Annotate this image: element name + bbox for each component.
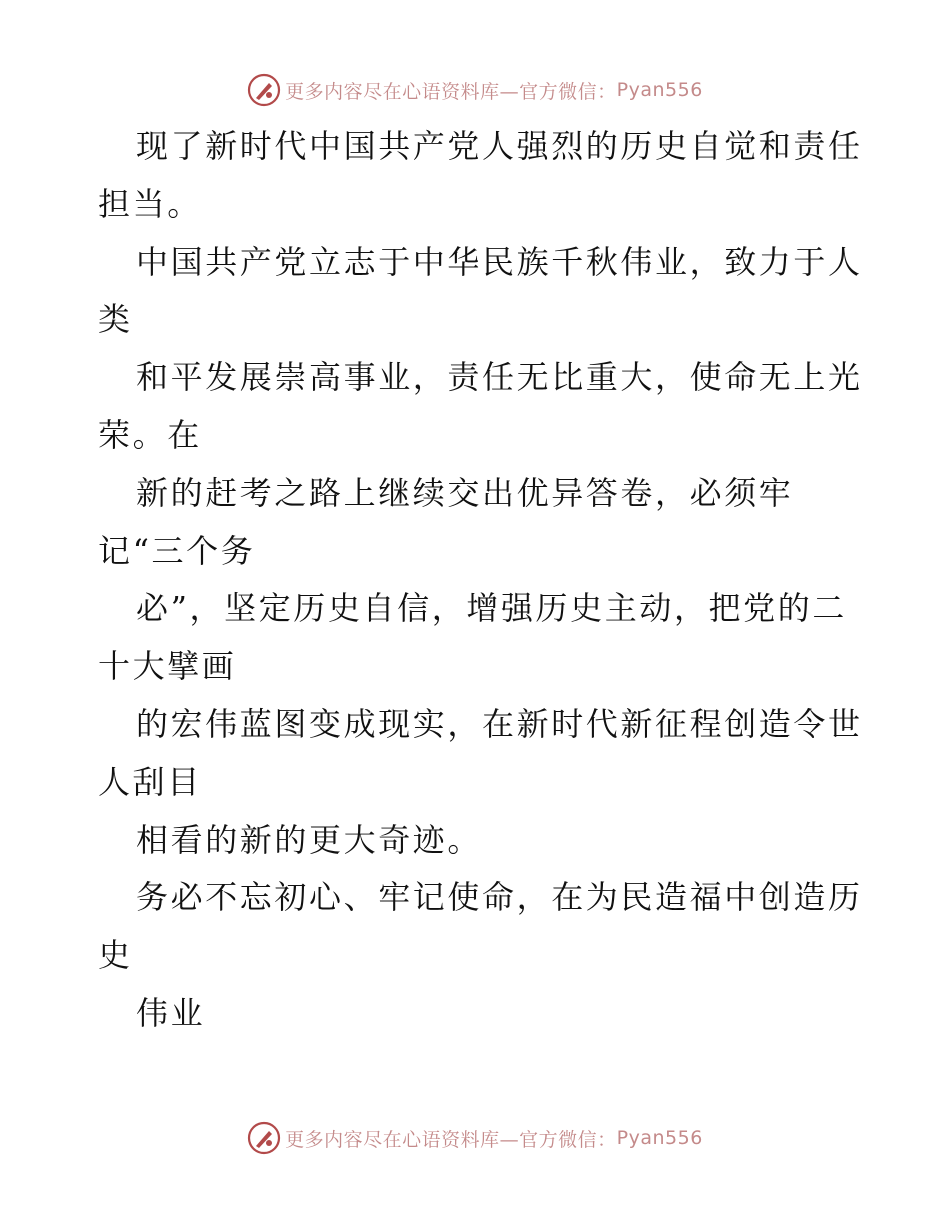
banner-wechat-id: Pyan556 [616,1127,703,1149]
text-line: 史 [98,936,133,975]
text-line: 中国共产党立志于中华民族千秋伟业，致力于人 [136,242,863,281]
text-line: 的宏伟蓝图变成现实，在新时代新征程创造令世 [136,704,863,743]
footer-banner [0,1118,950,1158]
text-line: 相看的新的更大奇迹。 [136,820,483,859]
pen-nib-seal-icon [247,73,281,107]
banner-text: 更多内容尽在心语资料库—官方微信： [285,80,617,103]
text-line: 和平发展崇高事业，责任无比重大，使命无上光 [136,358,863,397]
pen-nib-seal-icon [247,1121,281,1155]
text-line: 荣。在 [98,415,202,454]
header-banner [0,70,950,110]
banner-text: 更多内容尽在心语资料库—官方微信： [285,1128,617,1151]
text-line: 现了新时代中国共产党人强烈的历史自觉和责任 [136,127,863,165]
text-line: 十大擘画 [98,647,237,686]
text-line: 伟业 [136,993,206,1032]
text-line: 务必不忘初心、牢记使命，在为民造福中创造历 [136,878,863,917]
text-line: 新的赶考之路上继续交出优异答卷，必须牢 [136,473,794,512]
text-line: 担当。 [98,184,202,223]
banner-wechat-id: Pyan556 [616,79,703,101]
text-line: 人刮目 [98,762,202,801]
text-line: 类 [98,300,133,339]
text-line: 记“三个务 [98,531,256,570]
document-body [98,118,863,1043]
text-line: 必”，坚定历史自信，增强历史主动，把党的二 [136,589,847,628]
